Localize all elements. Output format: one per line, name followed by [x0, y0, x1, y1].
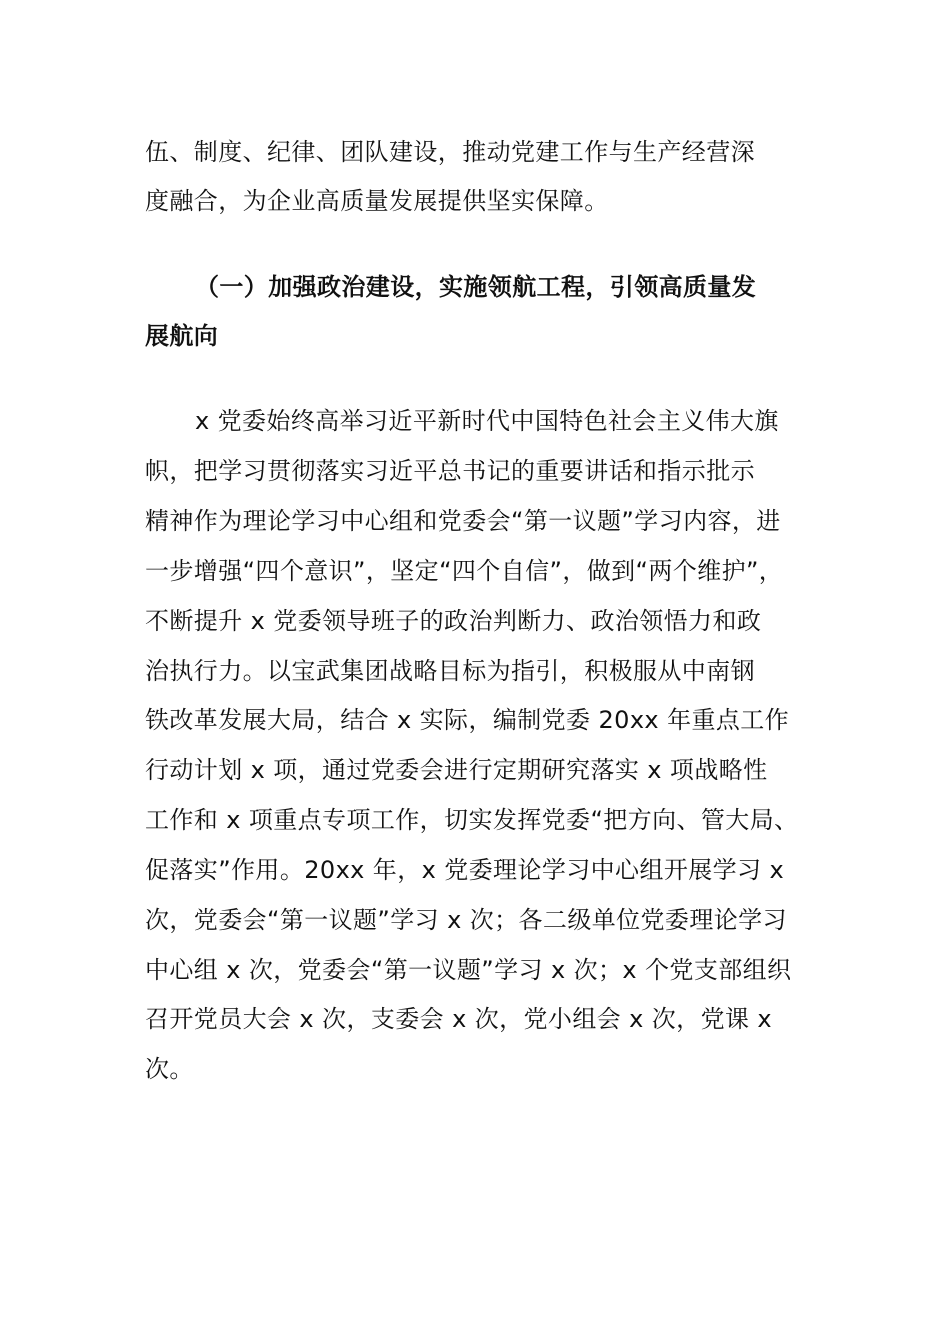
- body-line-3: 精神作为理论学习中心组和党委会“第一议题”学习内容，进: [145, 507, 781, 535]
- body-line-2: 帜，把学习贯彻落实习近平总书记的重要讲话和指示批示: [145, 457, 755, 485]
- body-line-7: 铁改革发展大局，结合 x 实际，编制党委 20xx 年重点工作: [145, 706, 790, 734]
- section-heading-line-1: （一）加强政治建设，实施领航工程，引领高质量发: [195, 273, 757, 301]
- body-line-5: 不断提升 x 党委领导班子的政治判断力、政治领悟力和政: [145, 607, 762, 635]
- body-line-9: 工作和 x 项重点专项工作，切实发挥党委“把方向、管大局、: [145, 806, 799, 834]
- body-line-13: 召开党员大会 x 次，支委会 x 次，党小组会 x 次，党课 x: [145, 1005, 773, 1033]
- body-line-4: 一步增强“四个意识”，坚定“四个自信”，做到“两个维护”，: [145, 557, 784, 585]
- body-line-1: x 党委始终高举习近平新时代中国特色社会主义伟大旗: [195, 407, 779, 435]
- body-line-8: 行动计划 x 项，通过党委会进行定期研究落实 x 项战略性: [145, 756, 768, 784]
- intro-line-2: 度融合，为企业高质量发展提供坚实保障。: [145, 187, 609, 215]
- section-heading-line-2: 展航向: [145, 322, 219, 350]
- body-line-10: 促落实”作用。20xx 年，x 党委理论学习中心组开展学习 x: [145, 856, 785, 884]
- body-line-12: 中心组 x 次，党委会“第一议题”学习 x 次；x 个党支部组织: [145, 956, 792, 984]
- body-line-11: 次，党委会“第一议题”学习 x 次；各二级单位党委理论学习: [145, 906, 787, 934]
- body-line-14: 次。: [145, 1055, 194, 1083]
- intro-line-1: 伍、制度、纪律、团队建设，推动党建工作与生产经营深: [145, 138, 755, 166]
- body-line-6: 治执行力。以宝武集团战略目标为指引，积极服从中南钢: [145, 657, 755, 685]
